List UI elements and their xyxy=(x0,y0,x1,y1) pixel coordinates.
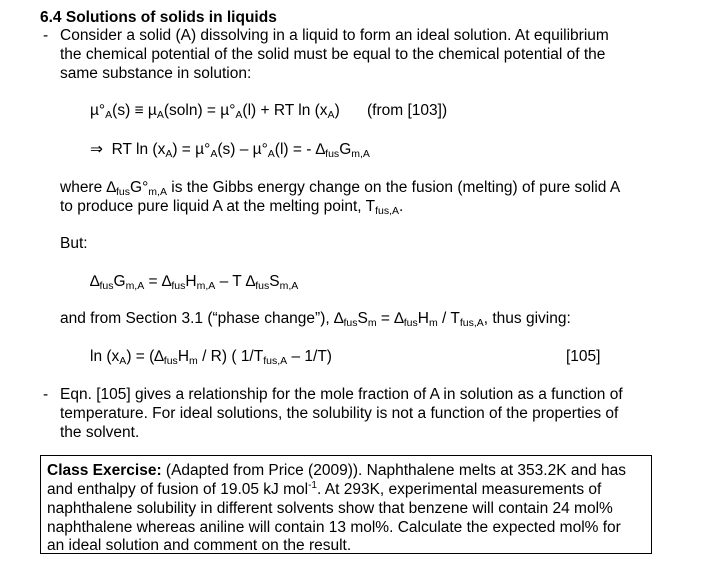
equation-gibbs: ∆fusGm,A = ∆fusHm,A – T ∆fusSm,A xyxy=(90,273,299,292)
para2-line-2: to produce pure liquid A at the melting point, Tfus,A. xyxy=(60,198,404,217)
section-heading: 6.4 Solutions of solids in liquids xyxy=(40,9,277,26)
para1-line-2: the chemical potential of the solid must be equal to the chemical potential of the xyxy=(60,46,606,63)
class-exercise-box xyxy=(40,455,652,554)
equation-chemical-potential: µ°A(s) ≡ µA(soln) = µ°A(l) + RT ln (xA) xyxy=(90,102,340,121)
equation-reference-103: (from [103]) xyxy=(367,102,448,119)
implies-arrow: ⇒ xyxy=(90,141,103,158)
but-label: But: xyxy=(60,235,88,252)
para4-line-2: temperature. For ideal solutions, the solubility is not a function of the properties of xyxy=(60,405,619,422)
bullet-dash: - xyxy=(43,386,49,403)
para3-line: and from Section 3.1 (“phase change”), ∆fusSm = ∆fusHm / Tfus,A, thus giving: xyxy=(60,310,571,329)
equation-rt-ln: ⇒ RT ln (xA) = µ°A(s) – µ°A(l) = - ∆fusGm,A xyxy=(90,141,370,160)
equation-ln-xa: ln (xA) = (∆fusHm / R) ( 1/Tfus,A – 1/T) xyxy=(90,348,332,367)
exercise-line-3: naphthalene solubility in different solvents show that benzene will contain 24 mol% xyxy=(47,500,613,517)
para1-line-1: Consider a solid (A) dissolving in a liquid to form an ideal solution. At equilibrium xyxy=(60,27,609,44)
para4-line-3: the solvent. xyxy=(60,424,140,441)
equation-reference-105: [105] xyxy=(566,348,601,365)
exercise-line-4: naphthalene whereas aniline will contain 13 mol%. Calculate the expected mol% for xyxy=(47,519,621,536)
exercise-line-5: an ideal solution and comment on the result. xyxy=(47,537,352,554)
exercise-line-2: and enthalpy of fusion of 19.05 kJ mol$^{-1}$. At 293K, experimental measurements of xyxy=(47,480,602,498)
exercise-label: Class Exercise: xyxy=(47,462,162,479)
bullet-dash: - xyxy=(43,27,49,44)
para1-line-3: same substance in solution: xyxy=(60,65,252,82)
para2-line-1: where ∆fusG°m,A is the Gibbs energy change on the fusion (melting) of pure solid A xyxy=(60,179,621,198)
para4-line-1: Eqn. [105] gives a relationship for the mole fraction of A in solution as a function of xyxy=(60,386,623,403)
exercise-line-1: Class Exercise: (Adapted from Price (2009)). Naphthalene melts at 353.2K and has xyxy=(47,462,627,479)
